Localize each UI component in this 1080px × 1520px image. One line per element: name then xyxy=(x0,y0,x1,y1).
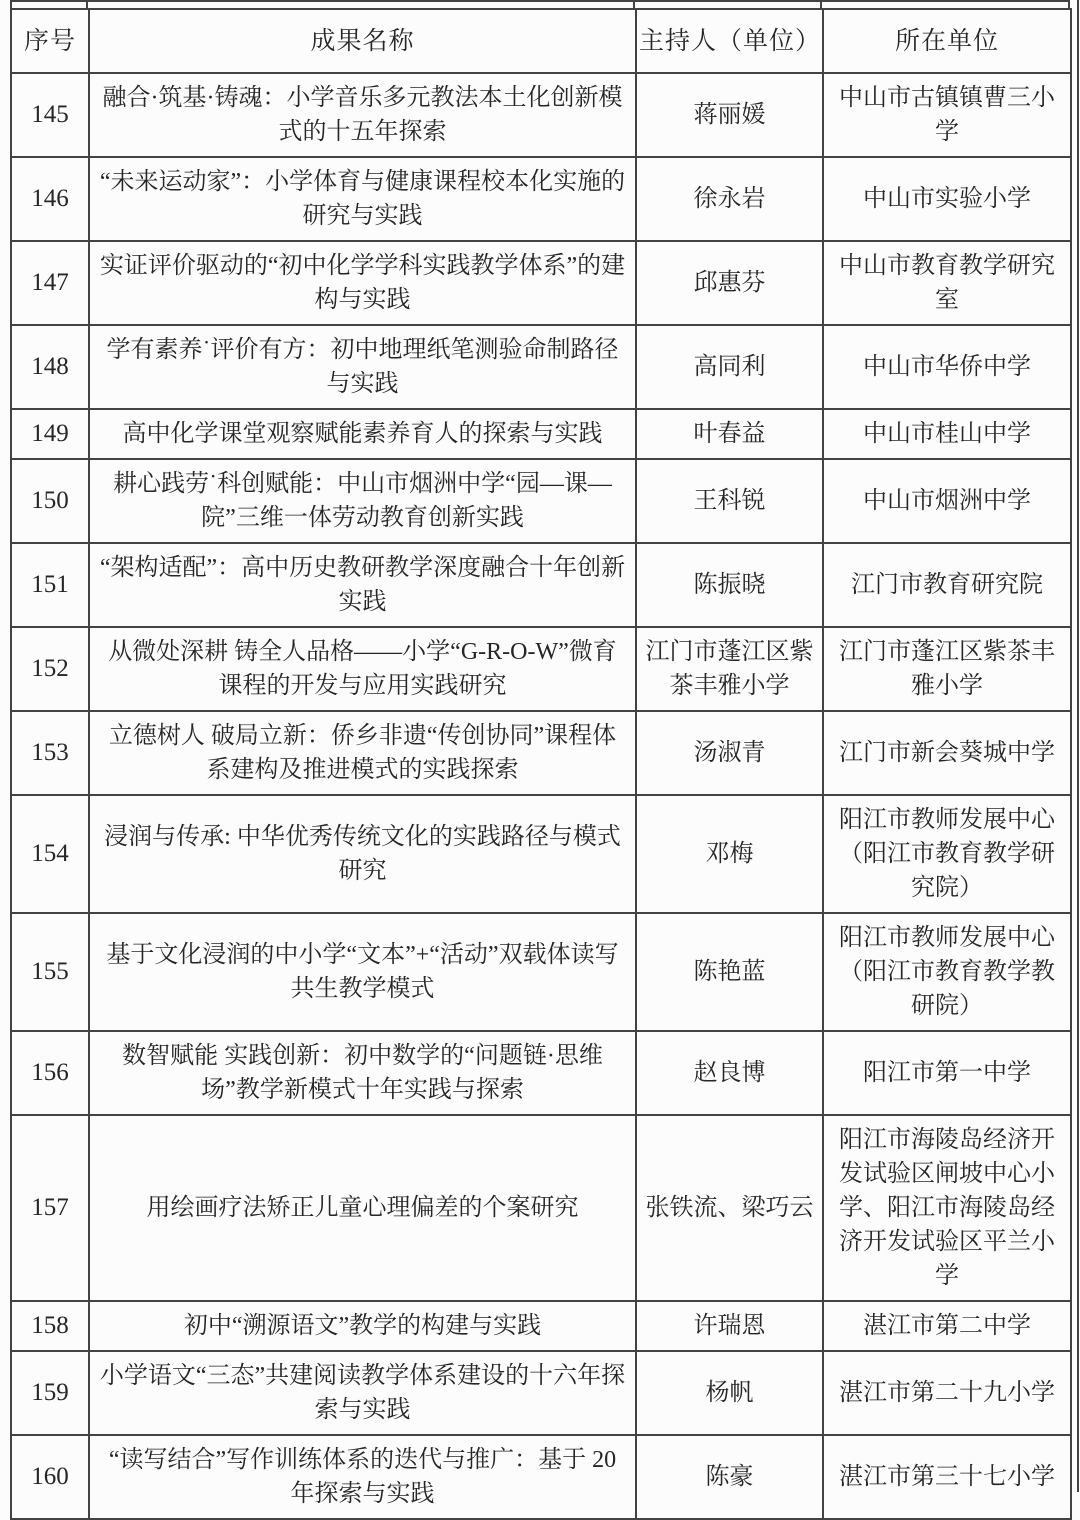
page-right-edge-remnant xyxy=(1077,0,1079,1492)
table-row xyxy=(11,711,1071,795)
org-cell: 中山市华侨中学 xyxy=(823,325,1071,409)
table-row xyxy=(11,409,1071,459)
org-cell: 江门市教育研究院 xyxy=(823,543,1071,627)
row-number-cell: 150 xyxy=(11,459,89,543)
host-cell: 陈豪 xyxy=(636,1435,823,1519)
header-cell-title: 成果名称 xyxy=(89,9,636,73)
achievement-title-cell: “读写结合”写作训练体系的迭代与推广：基于 20 年探索与实践 xyxy=(89,1435,636,1519)
results-table xyxy=(10,8,1072,1520)
host-cell: 陈振晓 xyxy=(636,543,823,627)
row-number-cell: 147 xyxy=(11,241,89,325)
table-row xyxy=(11,1351,1071,1435)
org-cell: 江门市新会葵城中学 xyxy=(823,711,1071,795)
org-cell: 中山市教育教学研究室 xyxy=(823,241,1071,325)
host-cell: 徐永岩 xyxy=(636,157,823,241)
table-row xyxy=(11,627,1071,711)
row-number-cell: 151 xyxy=(11,543,89,627)
org-cell: 中山市烟洲中学 xyxy=(823,459,1071,543)
host-cell: 汤淑青 xyxy=(636,711,823,795)
achievement-title-cell: 耕心践劳˙科创赋能：中山市烟洲中学“园—课—院”三维一体劳动教育创新实践 xyxy=(89,459,636,543)
row-number-cell: 152 xyxy=(11,627,89,711)
host-cell: 杨帆 xyxy=(636,1351,823,1435)
row-number-cell: 149 xyxy=(11,409,89,459)
host-cell: 蒋丽媛 xyxy=(636,73,823,157)
org-cell: 湛江市第二中学 xyxy=(823,1301,1071,1351)
row-number-cell: 159 xyxy=(11,1351,89,1435)
org-cell: 阳江市教师发展中心（阳江市教育教学教研院） xyxy=(823,913,1071,1031)
table-row xyxy=(11,795,1071,913)
org-cell: 中山市古镇镇曹三小学 xyxy=(823,73,1071,157)
row-number-cell: 160 xyxy=(11,1435,89,1519)
host-cell: 赵良博 xyxy=(636,1031,823,1115)
table-row xyxy=(11,73,1071,157)
table-row xyxy=(11,157,1071,241)
org-cell: 江门市蓬江区紫茶丰雅小学 xyxy=(823,627,1071,711)
row-number-cell: 155 xyxy=(11,913,89,1031)
achievement-title-cell: 高中化学课堂观察赋能素养育人的探索与实践 xyxy=(89,409,636,459)
achievement-title-cell: “未来运动家”：小学体育与健康课程校本化实施的研究与实践 xyxy=(89,157,636,241)
table-row xyxy=(11,1435,1071,1519)
header-cell-no: 序号 xyxy=(11,9,89,73)
achievement-title-cell: 基于文化浸润的中小学“文本”+“活动”双载体读写共生教学模式 xyxy=(89,913,636,1031)
host-cell: 邓梅 xyxy=(636,795,823,913)
achievement-title-cell: 浸润与传承: 中华优秀传统文化的实践路径与模式研究 xyxy=(89,795,636,913)
header-cell-host: 主持人（单位） xyxy=(636,9,823,73)
table-row xyxy=(11,913,1071,1031)
org-cell: 湛江市第三十七小学 xyxy=(823,1435,1071,1519)
table-row xyxy=(11,1115,1071,1301)
table-row xyxy=(11,1031,1071,1115)
row-number-cell: 157 xyxy=(11,1115,89,1301)
achievement-title-cell: 实证评价驱动的“初中化学学科实践教学体系”的建构与实践 xyxy=(89,241,636,325)
row-number-cell: 145 xyxy=(11,73,89,157)
table-row xyxy=(11,1301,1071,1351)
achievement-title-cell: 从微处深耕 铸全人品格——小学“G-R-O-W”微育课程的开发与应用实践研究 xyxy=(89,627,636,711)
results-table-body xyxy=(11,73,1071,1519)
host-cell: 许瑞恩 xyxy=(636,1301,823,1351)
table-row xyxy=(11,325,1071,409)
host-cell: 高同利 xyxy=(636,325,823,409)
achievement-title-cell: “架构适配”：高中历史教研教学深度融合十年创新实践 xyxy=(89,543,636,627)
achievement-title-cell: 数智赋能 实践创新：初中数学的“问题链·思维场”教学新模式十年实践与探索 xyxy=(89,1031,636,1115)
achievement-title-cell: 学有素养˙评价有方：初中地理纸笔测验命制路径与实践 xyxy=(89,325,636,409)
table-row xyxy=(11,241,1071,325)
host-cell: 叶春益 xyxy=(636,409,823,459)
achievement-title-cell: 小学语文“三态”共建阅读教学体系建设的十六年探索与实践 xyxy=(89,1351,636,1435)
org-cell: 阳江市第一中学 xyxy=(823,1031,1071,1115)
org-cell: 阳江市教师发展中心（阳江市教育教学研究院） xyxy=(823,795,1071,913)
org-cell: 中山市桂山中学 xyxy=(823,409,1071,459)
row-number-cell: 156 xyxy=(11,1031,89,1115)
table-header-row xyxy=(11,9,1071,73)
achievement-title-cell: 立德树人 破局立新：侨乡非遗“传创协同”课程体系建构及推进模式的实践探索 xyxy=(89,711,636,795)
host-cell: 张铁流、梁巧云 xyxy=(636,1115,823,1301)
header-cell-org: 所在单位 xyxy=(823,9,1071,73)
table-top-edge-remnant xyxy=(10,0,1070,2)
org-cell: 中山市实验小学 xyxy=(823,157,1071,241)
results-table-head xyxy=(11,9,1071,73)
host-cell: 陈艳蓝 xyxy=(636,913,823,1031)
org-cell: 湛江市第二十九小学 xyxy=(823,1351,1071,1435)
achievement-title-cell: 用绘画疗法矫正儿童心理偏差的个案研究 xyxy=(89,1115,636,1301)
results-table-container xyxy=(10,8,1070,1520)
host-cell: 江门市蓬江区紫茶丰雅小学 xyxy=(636,627,823,711)
row-number-cell: 154 xyxy=(11,795,89,913)
row-number-cell: 146 xyxy=(11,157,89,241)
row-number-cell: 148 xyxy=(11,325,89,409)
row-number-cell: 158 xyxy=(11,1301,89,1351)
table-row xyxy=(11,459,1071,543)
achievement-title-cell: 初中“溯源语文”教学的构建与实践 xyxy=(89,1301,636,1351)
table-row xyxy=(11,543,1071,627)
org-cell: 阳江市海陵岛经济开发试验区闸坡中心小学、阳江市海陵岛经济开发试验区平兰小学 xyxy=(823,1115,1071,1301)
achievement-title-cell: 融合·筑基·铸魂：小学音乐多元教法本土化创新模式的十五年探索 xyxy=(89,73,636,157)
host-cell: 邱惠芬 xyxy=(636,241,823,325)
row-number-cell: 153 xyxy=(11,711,89,795)
host-cell: 王科锐 xyxy=(636,459,823,543)
